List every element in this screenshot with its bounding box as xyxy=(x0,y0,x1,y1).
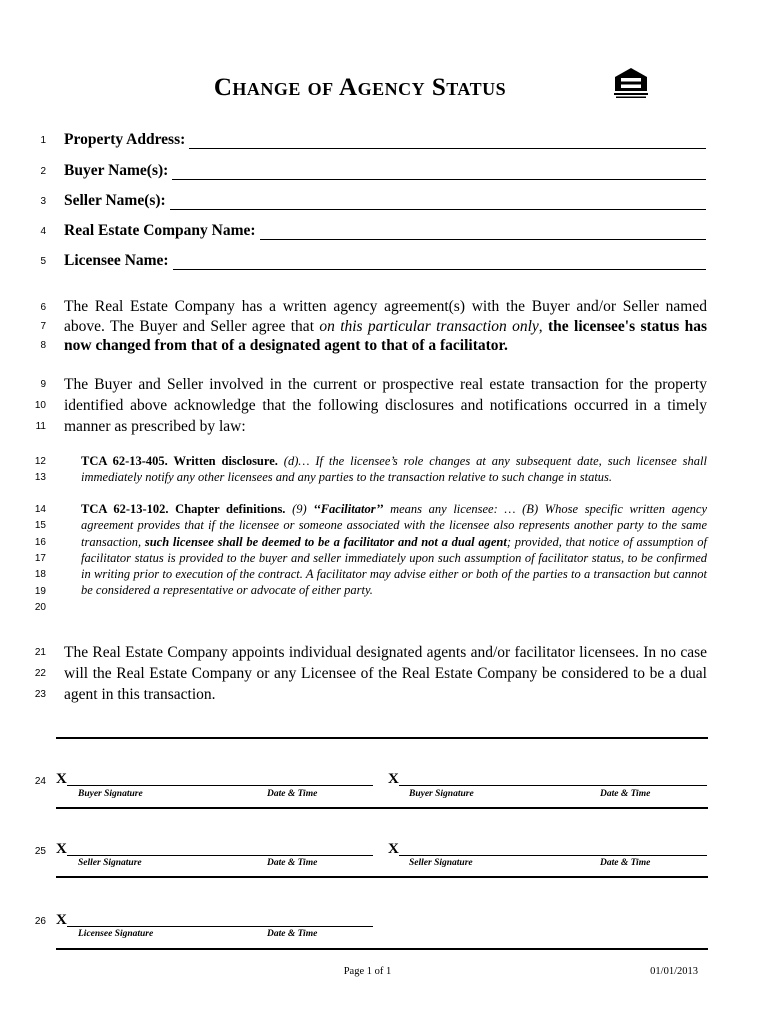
property-address-field xyxy=(64,131,706,149)
buyer-signature-label-1: Buyer Signature xyxy=(78,789,143,799)
para1-line2: The Buyer and Seller agree that xyxy=(109,317,320,335)
line-number: 20 xyxy=(34,602,46,613)
licensee-name-field xyxy=(64,252,706,270)
seller-names-input[interactable] xyxy=(170,195,706,210)
line-number: 2 xyxy=(40,166,46,177)
signature-section-divider xyxy=(56,737,708,739)
line-number: 4 xyxy=(40,226,46,237)
line-number: 18 xyxy=(34,569,46,580)
line-number: 17 xyxy=(34,553,46,564)
licensee-signature-line[interactable] xyxy=(67,926,373,927)
buyer-signature-line-1[interactable] xyxy=(67,785,373,786)
line-number: 25 xyxy=(34,846,46,857)
seller-signature-x-2: X xyxy=(388,841,399,857)
tca-102-heading: TCA 62-13-102. Chapter definitions. xyxy=(81,502,286,516)
seller-names-label: Seller Name(s): xyxy=(64,192,166,209)
tca-405-text: (d)… If the licensee’s role changes at any subsequent date, such licensee shall immediately notify any other licensees and any parties to the transaction relative to such change in status. xyxy=(81,454,707,485)
tca-102-text-b: means any licensee: … (B) Whose specific written agency agreement provides that if the licensee or someone associated with the licensee also represents another party to the same transaction, xyxy=(81,502,707,549)
line-number: 6 xyxy=(40,302,46,313)
tca-102-text-a: (9) xyxy=(285,502,314,516)
line-number: 23 xyxy=(34,689,46,700)
licensee-name-label: Licensee Name: xyxy=(64,252,169,269)
date-time-label: Date & Time xyxy=(267,929,318,939)
line-number: 16 xyxy=(34,537,46,548)
licensee-signature-x: X xyxy=(56,912,67,928)
company-name-field xyxy=(64,222,706,240)
seller-signature-x: X xyxy=(56,841,67,857)
date-time-label: Date & Time xyxy=(600,858,651,868)
date-time-label: Date & Time xyxy=(600,789,651,799)
tca-102-paragraph xyxy=(81,501,707,599)
para1-bold: the licensee's status has now changed from that of a designated agent to that of a facilitator. xyxy=(64,317,707,354)
line-number: 14 xyxy=(34,504,46,515)
agency-agreement-paragraph xyxy=(64,297,707,356)
date-time-label: Date & Time xyxy=(267,789,318,799)
date-time-label: Date & Time xyxy=(267,858,318,868)
licensee-name-input[interactable] xyxy=(173,255,706,270)
tca-102-facilitator: ‘‘Facilitator’’ xyxy=(313,502,384,516)
tca-405-paragraph xyxy=(81,453,707,486)
line-number: 11 xyxy=(35,421,46,432)
line-number: 24 xyxy=(34,776,46,787)
appointment-paragraph: The Real Estate Company appoints individual designated agents and/or facilitator licensees. In no case will the Real Estate Company or any Licensee of the Real Estate Company be considered to be a dual agent in this transaction. xyxy=(64,644,707,703)
line-number: 10 xyxy=(34,400,46,411)
seller-signature-line-2[interactable] xyxy=(399,855,707,856)
disclosure-paragraph: The Buyer and Seller involved in the current or prospective real estate transaction for the property identified above acknowledge that the following disclosures and notifications occurred in a timely manner as prescribed by law: xyxy=(64,376,707,435)
seller-names-field xyxy=(64,192,706,210)
line-number: 5 xyxy=(40,256,46,267)
page-title: Change of Agency Status xyxy=(213,74,507,101)
signature-row-divider xyxy=(56,876,708,878)
page-number: Page 1 of 1 xyxy=(343,966,392,977)
property-address-label: Property Address: xyxy=(64,131,186,148)
line-number: 19 xyxy=(34,586,46,597)
buyer-names-field xyxy=(64,162,706,180)
line-number: 22 xyxy=(34,668,46,679)
form-date: 01/01/2013 xyxy=(650,966,698,977)
tca-102-text-c: ; provided, that notice of assumption of facilitator status is provided to the buyer and seller immediately upon such assumption of facilitator status, to be confirmed in writing prior to execution of the contract. A facilitator may advise either or both of the parties to a transaction but cannot be considered a representative or advocate of either party. xyxy=(81,534,707,598)
buyer-signature-x: X xyxy=(56,771,67,787)
line-number: 9 xyxy=(40,379,46,390)
line-number: 1 xyxy=(40,135,46,146)
seller-signature-line-1[interactable] xyxy=(67,855,373,856)
line-number: 12 xyxy=(34,456,46,467)
line-number: 15 xyxy=(34,520,46,531)
company-name-label: Real Estate Company Name: xyxy=(64,222,256,239)
buyer-names-input[interactable] xyxy=(172,165,706,180)
tca-405-heading: TCA 62-13-405. Written disclosure. xyxy=(81,454,278,468)
buyer-signature-label-2: Buyer Signature xyxy=(409,789,474,799)
line-number: 26 xyxy=(34,916,46,927)
signature-row-divider xyxy=(56,807,708,809)
line-number: 21 xyxy=(34,647,46,658)
signature-section-bottom-rule xyxy=(56,948,708,950)
buyer-signature-line-2[interactable] xyxy=(399,785,707,786)
seller-signature-label-1: Seller Signature xyxy=(78,858,142,868)
tca-102-bold: such licensee shall be deemed to be a facilitator and not a dual agent xyxy=(144,534,507,549)
equal-housing-logo-icon xyxy=(610,66,652,100)
line-number: 7 xyxy=(40,321,46,332)
licensee-signature-label: Licensee Signature xyxy=(78,929,154,939)
line-number: 13 xyxy=(34,472,46,483)
para1-comma: , xyxy=(538,317,549,335)
line-number: 3 xyxy=(40,196,46,207)
property-address-input[interactable] xyxy=(189,134,706,149)
para1-line1: The Real Estate Company has a written agency agreement(s) with the Buyer and/or Seller named above. xyxy=(64,298,707,335)
line-number: 8 xyxy=(40,340,46,351)
buyer-names-label: Buyer Name(s): xyxy=(64,162,169,179)
company-name-input[interactable] xyxy=(260,225,706,240)
para1-italic: on this particular transaction only xyxy=(319,317,539,335)
seller-signature-label-2: Seller Signature xyxy=(409,858,473,868)
buyer-signature-x-2: X xyxy=(388,771,399,787)
